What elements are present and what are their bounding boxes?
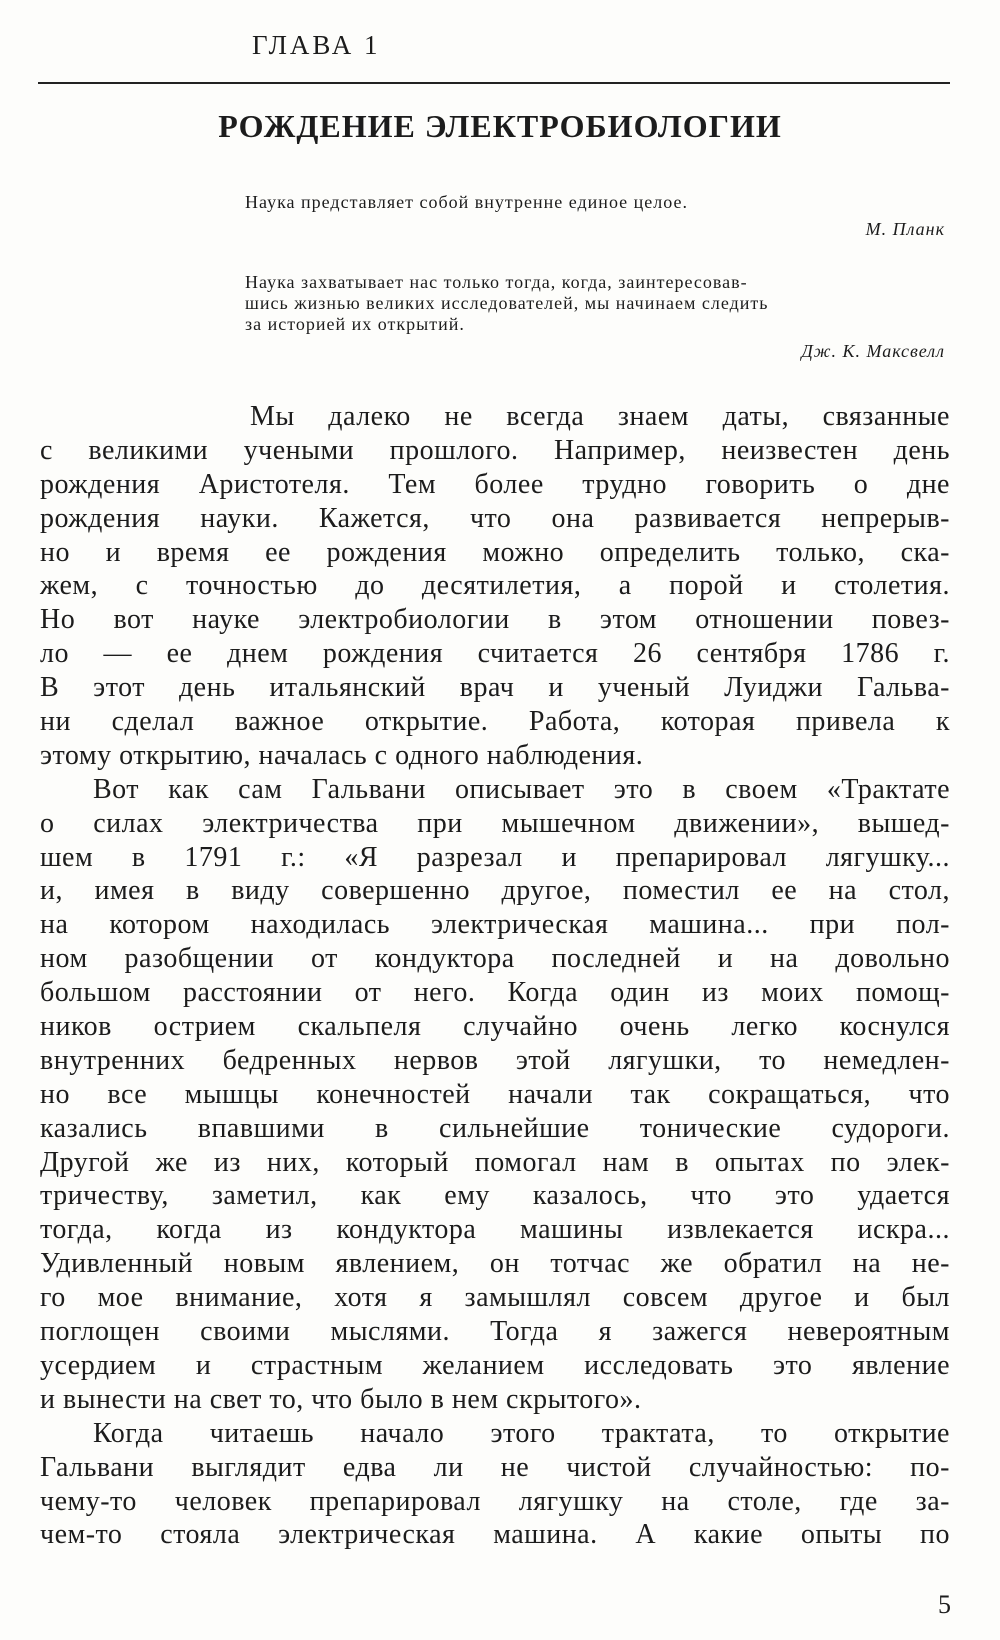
epigraph-author: Дж. К. Максвелл xyxy=(801,341,945,361)
text-line: внутренних бедренных нервов этой лягушки, то немедлен- xyxy=(40,1044,950,1076)
text-line: рождения Аристотеля. Тем более трудно говорить о дне xyxy=(40,468,950,500)
text-line: рождения науки. Кажется, что она развивается непрерыв- xyxy=(40,502,950,534)
epigraph-line: Наука представляет собой внутренне единое целое. xyxy=(245,192,688,212)
text-line: на котором находилась электрическая машина... при пол- xyxy=(40,909,950,941)
text-line: ном разобщении от кондуктора последней и на довольно xyxy=(40,943,950,975)
text-line: чему-то человек препарировал лягушку на столе, где за- xyxy=(40,1485,950,1517)
text-line: Вот как сам Гальвани описывает это в своем «Трактате xyxy=(93,773,950,805)
epigraph-maxwell xyxy=(245,272,945,362)
text-line: большом расстоянии от него. Когда один из моих помощ- xyxy=(40,977,950,1009)
text-line: шем в 1791 г.: «Я разрезал и препарировал лягушку... xyxy=(40,841,950,873)
text-line: ло — ее днем рождения считается 26 сентября 1786 г. xyxy=(40,638,950,670)
text-line: го мое внимание, хотя я замышлял совсем другое и был xyxy=(40,1282,950,1314)
epigraph-planck xyxy=(245,192,945,240)
text-line: Мы далеко не всегда знаем даты, связанные xyxy=(250,401,950,432)
text-line: ни сделал важное открытие. Работа, которая привела к xyxy=(40,706,950,738)
text-line: казались впавшими в сильнейшие тонические судороги. xyxy=(40,1112,950,1144)
text-line: В этот день итальянский врач и ученый Луиджи Гальва- xyxy=(40,672,950,704)
text-line: но все мышцы конечностей начали так сокращаться, что xyxy=(40,1078,950,1110)
epigraph-author: М. Планк xyxy=(865,219,945,239)
text-line: и, имея в виду совершенно другое, поместил ее на стол, xyxy=(40,875,950,907)
page-number: 5 xyxy=(938,1590,951,1619)
chapter-title: РОЖДЕНИЕ ЭЛЕКТРОБИОЛОГИИ xyxy=(218,108,782,144)
text-line: о силах электричества при мышечном движении», вышед- xyxy=(40,807,950,839)
text-line: Когда читаешь начало этого трактата, то открытие xyxy=(93,1417,950,1449)
body-text xyxy=(40,400,950,1552)
text-line: тогда, когда из кондуктора машины извлекается искра... xyxy=(40,1214,950,1246)
text-line: Но вот науке электробиологии в этом отношении повез- xyxy=(40,604,950,636)
text-line: усердием и страстным желанием исследовать это явление xyxy=(40,1349,950,1381)
text-line: ников острием скальпеля случайно очень легко коснулся xyxy=(40,1011,950,1043)
text-line: Другой же из них, который помогал нам в опытах по элек- xyxy=(40,1146,950,1178)
text-line: чем-то стояла электрическая машина. А какие опыты по xyxy=(40,1519,950,1551)
text-line: этому открытию, началась с одного наблюдения. xyxy=(40,739,644,771)
text-line: Удивленный новым явлением, он тотчас же обратил на не- xyxy=(40,1248,950,1280)
text-line: но и время ее рождения можно определить только, ска- xyxy=(40,536,950,568)
text-line: Гальвани выглядит едва ли не чистой случайностью: по- xyxy=(40,1451,950,1483)
chapter-label: ГЛАВА 1 xyxy=(252,30,381,60)
epigraph-line: Наука захватывает нас только тогда, когда, заинтересовав- xyxy=(245,272,748,292)
epigraph-line: за историей их открытий. xyxy=(245,314,465,334)
text-line: поглощен своими мыслями. Тогда я зажегся невероятным xyxy=(40,1316,950,1348)
text-line: тричеству, заметил, как ему казалось, что это удается xyxy=(40,1180,950,1212)
text-line: жем, с точностью до десятилетия, а порой и столетия. xyxy=(40,570,950,602)
header-rule xyxy=(38,82,950,84)
text-line: с великими учеными прошлого. Например, неизвестен день xyxy=(40,434,950,466)
text-line: и вынести на свет то, что было в нем скрытого». xyxy=(40,1383,642,1415)
epigraph-line: шись жизнью великих исследователей, мы начинаем следить xyxy=(245,293,769,313)
